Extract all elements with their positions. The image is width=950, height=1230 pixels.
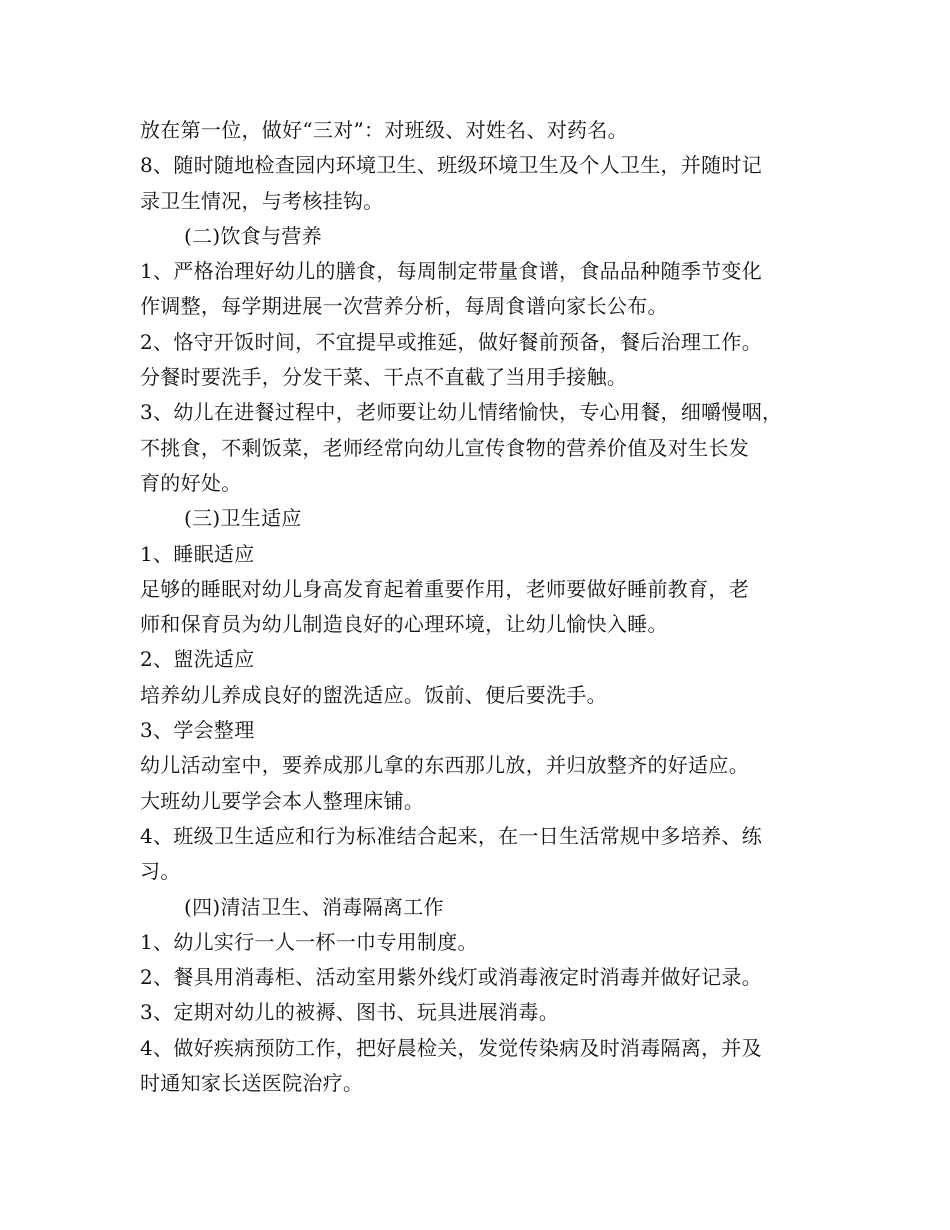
paragraph-line: 培养幼儿养成良好的盥洗适应。饭前、便后要洗手。: [140, 682, 607, 707]
paragraph-line: 8、随时随地检查园内环境卫生、班级环境卫生及个人卫生，并随时记: [140, 153, 763, 178]
paragraph-line: 2、恪守开饭时间，不宜提早或推延，做好餐前预备，餐后治理工作。: [140, 329, 763, 354]
paragraph-line: 分餐时要洗手，分发干菜、干点不直截了当用手接触。: [140, 365, 628, 390]
paragraph-line: 4、班级卫生适应和行为标准结合起来，在一日生活常规中多培养、练: [140, 823, 763, 848]
paragraph-line: 3、定期对幼儿的被褥、图书、玩具进展消毒。: [140, 1000, 560, 1025]
paragraph-line: 1、睡眠适应: [140, 541, 255, 566]
paragraph-line: 2、餐具用消毒柜、活动室用紫外线灯或消毒液定时消毒并做好记录。: [140, 965, 763, 990]
section-heading: (二)饮食与营养: [184, 223, 323, 248]
paragraph-line: 放在第一位，做好“三对”：对班级、对姓名、对药名。: [140, 118, 628, 142]
paragraph-line: 育的好处。: [140, 470, 242, 495]
paragraph-line: 师和保育员为幼儿制造良好的心理环境，让幼儿愉快入睡。: [140, 612, 668, 637]
paragraph-line: 习。: [140, 859, 181, 884]
section-heading: (四)清洁卫生、消毒隔离工作: [184, 894, 444, 919]
paragraph-line: 录卫生情况，与考核挂钩。: [140, 188, 384, 213]
paragraph-line: 2、盥洗适应: [140, 647, 255, 672]
paragraph-line: 时通知家长送医院治疗。: [140, 1071, 364, 1096]
paragraph-line: 4、做好疾病预防工作，把好晨检关，发觉传染病及时消毒隔离，并及: [140, 1035, 763, 1060]
paragraph-line: 幼儿活动室中，要养成那儿拿的东西那儿放，并归放整齐的好适应。: [140, 753, 749, 778]
paragraph-line: 1、幼儿实行一人一杯一巾专用制度。: [140, 929, 478, 954]
paragraph-line: 1、严格治理好幼儿的膳食，每周制定带量食谱，食品品种随季节变化: [140, 259, 763, 284]
paragraph-line: 不挑食，不剩饭菜，老师经常向幼儿宣传食物的营养价值及对生长发: [140, 435, 749, 460]
paragraph-line: 作调整，每学期进展一次营养分析，每周食谱向家长公布。: [140, 294, 668, 319]
paragraph-line: 3、学会整理: [140, 718, 255, 743]
paragraph-line: 足够的睡眠对幼儿身高发育起着重要作用，老师要做好睡前教育，老: [140, 576, 749, 601]
section-heading: (三)卫生适应: [184, 506, 302, 531]
document-body: [140, 113, 820, 1101]
paragraph-line: 大班幼儿要学会本人整理床铺。: [140, 788, 425, 813]
paragraph-line: 3、幼儿在进餐过程中，老师要让幼儿情绪愉快，专心用餐，细嚼慢咽，: [140, 400, 783, 425]
